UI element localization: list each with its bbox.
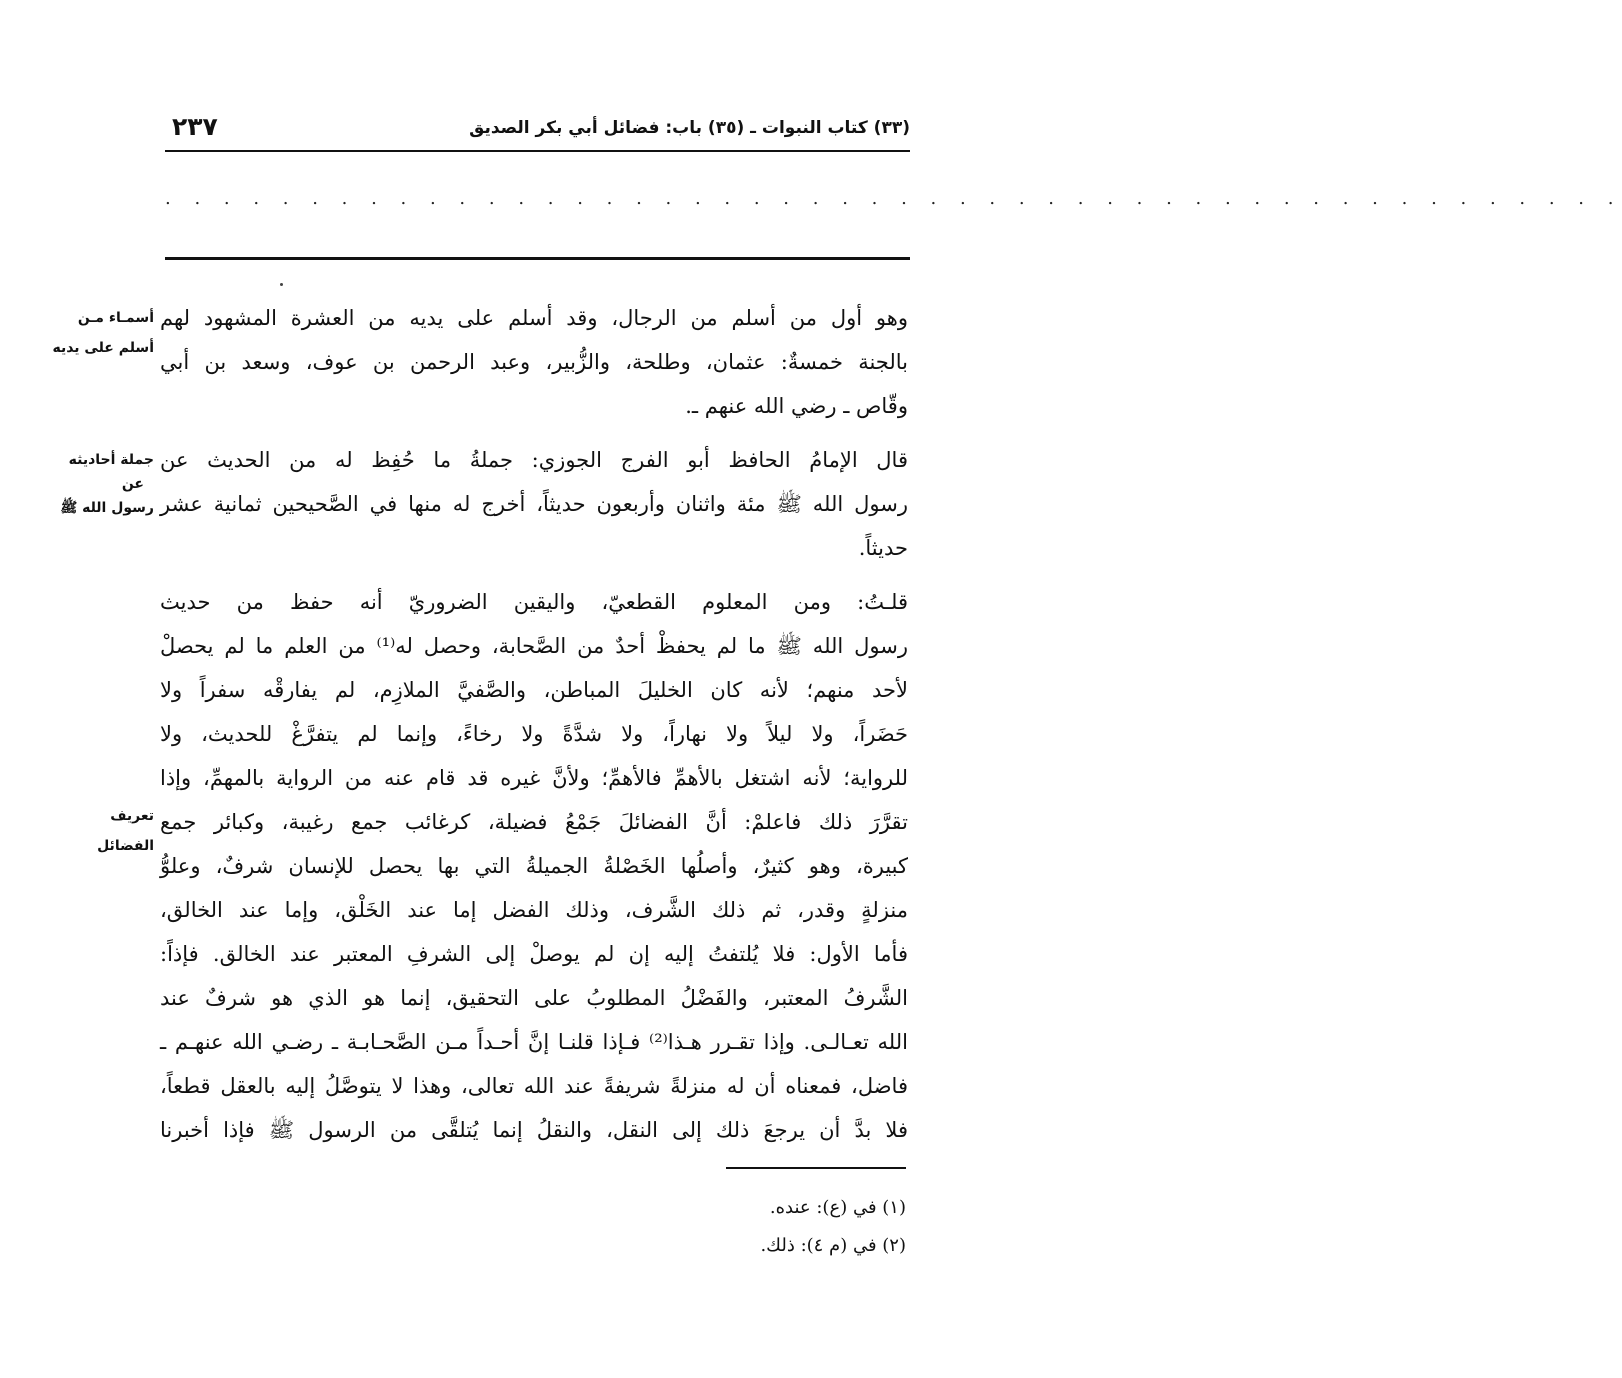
footnote-2: (٢) في (م ٤): ذلك. (760, 1235, 906, 1256)
section-rule (165, 257, 910, 260)
margin-note-line: تعريف (110, 808, 154, 824)
text-line: فأما الأول: فلا يُلتفتُ إليه إن لم يوصلْ إلى الشرفِ المعتبر عند الخالق. فإذاً: (160, 942, 908, 966)
text-line: للرواية؛ لأنه اشتغل بالأهمِّ فالأهمِّ؛ ولأنَّ غيره قد قام عنه من الرواية بالمهمِّ، وإذا (160, 766, 908, 790)
margin-note-line: أسلم على يديه (52, 340, 154, 356)
margin-note-line: عن (121, 476, 144, 492)
paragraph-first-converts (160, 296, 908, 428)
text-line: منزلةٍ وقدر، ثم ذلك الشَّرف، وذلك الفضل إما عند الخَلْق، وإما عند الخالق، (160, 898, 908, 922)
text-line: الله تعـالـى. وإذا تقـرر هـذا⁽²⁾ فـإذا قلنـا إنَّ أحـداً مـن الصَّحـابـة ـ رضـي الله عنهـم ـ (160, 1030, 908, 1054)
margin-note-line: جملة أحاديثه (68, 452, 154, 468)
running-title: (٣٣) كتاب النبوات ـ (٣٥) باب: فضائل أبي بكر الصديق (469, 118, 910, 138)
text-line: رسول الله ﷺ مئة واثنان وأربعون حديثاً، أخرج له منها في الصَّحيحين ثمانية عشر (160, 492, 908, 516)
paragraph-commentary (160, 580, 908, 1152)
margin-note-converts (38, 306, 154, 360)
text-line: قال الإمامُ الحافظ أبو الفرج الجوزي: جملةُ ما حُفِظ له من الحديث عن (160, 448, 908, 472)
text-line: حَضَراً، ولا ليلاً ولا نهاراً، ولا شدَّةً ولا رخاءً، وإنما لم يتفرَّغْ للحديث، ولا (160, 722, 908, 746)
paragraph-hadith-count (160, 438, 908, 570)
text-line: لأحد منهم؛ لأنه كان الخليلَ المباطن، والصَّفيَّ الملازِم، لم يفارقْه سفراً ولا (160, 678, 908, 702)
text-line: وقّاص ـ رضي الله عنهم ـ. (685, 394, 908, 418)
text-line: كبيرة، وهو كثيرٌ، وأصلُها الخَصْلةُ الجميلةُ التي بها يحصل للإنسان شرفٌ، وعلوُّ (160, 854, 908, 878)
text-line: الشَّرفُ المعتبر، والفَضْلُ المطلوبُ على التحقيق، إنما هو الذي هو شرفٌ عند (160, 986, 908, 1010)
footnote-rule (726, 1167, 906, 1169)
text-line: رسول الله ﷺ ما لم يحفظْ أحدٌ من الصَّحابة، وحصل له⁽¹⁾ من العلم ما لم يحصلْ (160, 634, 908, 658)
margin-note-line: رسول الله ﷺ (60, 500, 154, 516)
page-header (160, 112, 910, 144)
margin-note-line: أسمـاء مـن (77, 310, 154, 326)
text-line: حديثاً. (858, 536, 908, 560)
text-line: وهو أول من أسلم من الرجال، وقد أسلم على يديه من العشرة المشهود لهم (160, 306, 908, 330)
ink-speck (280, 283, 283, 286)
text-line: تقرَّرَ ذلك فاعلمْ: أنَّ الفضائلَ جَمْعُ فضيلة، كرغائب جمع رغيبة، وكبائر جمع (160, 810, 908, 834)
text-line: بالجنة خمسةٌ: عثمان، وطلحة، والزُّبير، وعبد الرحمن بن عوف، وسعد بن أبي (160, 350, 908, 374)
footnote-1: (١) في (ع): عنده. (769, 1197, 906, 1218)
text-line: فاضل، فمعناه أن له منزلةً شريفةً عند الله تعالى، وهذا لا يتوصَّلُ إليه بالعقل قطعاً، (160, 1074, 908, 1098)
dotted-line: . . . . . . . . . . . . . . . . . . . . . . . . . . . . . . . . . . . . . . . . . . . . . . . . . . (165, 188, 1622, 209)
page-number: ٢٣٧ (172, 112, 218, 141)
margin-note-virtues-definition (38, 804, 154, 858)
margin-note-hadith-count (38, 448, 154, 520)
text-line: فلا بدَّ أن يرجعَ ذلك إلى النقل، والنقلُ إنما يُتلقَّى من الرسول ﷺ فإذا أخبرنا (160, 1118, 908, 1142)
margin-note-line: الفضائل (97, 838, 154, 854)
header-rule (165, 150, 910, 152)
text-line: قلـتُ: ومن المعلوم القطعيّ، واليقين الضروريّ أنه حفظ من حديث (160, 590, 908, 614)
